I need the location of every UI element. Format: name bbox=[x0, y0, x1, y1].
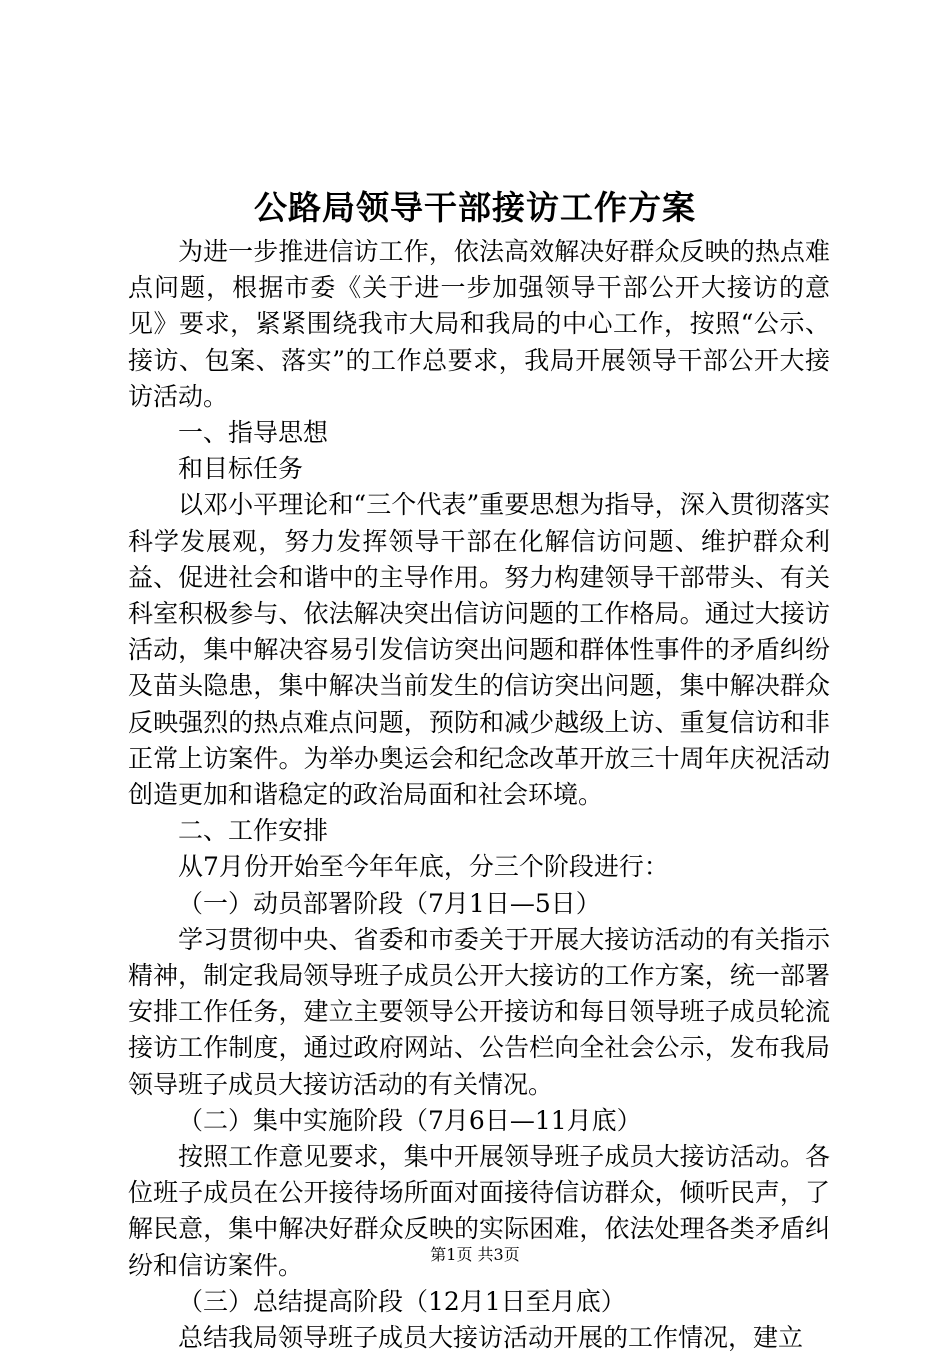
stage-heading-3: （三）总结提高阶段（12月1日至月底） bbox=[178, 1286, 626, 1316]
stage-heading-2: （二）集中实施阶段（7月6日—11月底） bbox=[178, 1105, 642, 1135]
section-heading-1b: 和目标任务 bbox=[178, 454, 304, 484]
stage-heading-1: （一）动员部署阶段（7月1日—5日） bbox=[178, 888, 601, 918]
paragraph-stage-1: 学习贯彻中央、省委和市委关于开展大接访活动的有关指示精神，制定我局领导班子成员公开大接访的工作方案，统一部署安排工作任务，建立主要领导公开接访和每日领导班子成员轮流接访工作制度，通过政府网站、公告栏向全社会公示，发布我局领导班子成员大接访活动的有关情况。 bbox=[128, 924, 830, 1099]
paragraph-stage-3: 总结我局领导班子成员大接访活动开展的工作情况，建立 bbox=[178, 1323, 804, 1353]
document-title: 公路局领导干部接访工作方案 bbox=[254, 188, 696, 227]
paragraph-intro: 为进一步推进信访工作，依法高效解决好群众反映的热点难点问题，根据市委《关于进一步加强领导干部公开大接访的意见》要求，紧紧围绕我市大局和我局的中心工作，按照“公示、接访、包案、落实”的工作总要求，我局开展领导干部公开大接访活动。 bbox=[128, 237, 830, 411]
document-body bbox=[128, 234, 830, 1356]
section-heading-1a: 一、指导思想 bbox=[178, 418, 329, 448]
page-footer: 第1页 共3页 bbox=[430, 1245, 520, 1264]
paragraph-schedule-intro: 从7月份开始至今年年底，分三个阶段进行： bbox=[178, 852, 669, 882]
section-heading-2: 二、工作安排 bbox=[178, 816, 329, 846]
paragraph-stage-2: 按照工作意见要求，集中开展领导班子成员大接访活动。各位班子成员在公开接待场所面对面接待信访群众，倾听民声，了解民意，集中解决好群众反映的实际困难，依法处理各类矛盾纠纷和信访案件。 bbox=[128, 1142, 830, 1280]
paragraph-guidance: 以邓小平理论和“三个代表”重要思想为指导，深入贯彻落实科学发展观，努力发挥领导干部在化解信访问题、维护群众利益、促进社会和谐中的主导作用。努力构建领导干部带头、有关科室积极参与、依法解决突出信访问题的工作格局。通过大接访活动，集中解决容易引发信访突出问题和群体性事件的矛盾纠纷及苗头隐患，集中解决当前发生的信访突出问题，集中解决群众反映强烈的热点难点问题，预防和减少越级上访、重复信访和非正常上访案件。为举办奥运会和纪念改革开放三十周年庆祝活动创造更加和谐稳定的政治局面和社会环境。 bbox=[128, 490, 830, 810]
